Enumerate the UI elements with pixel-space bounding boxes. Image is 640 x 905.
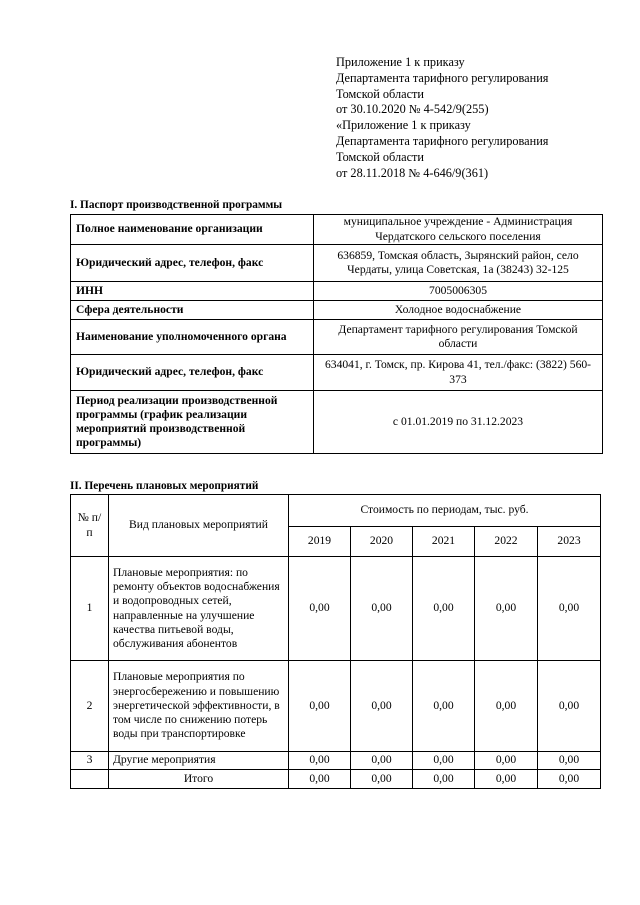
- passport-row: [71, 301, 603, 320]
- passport-label: Полное наименование организации: [71, 215, 314, 245]
- passport-row: [71, 320, 603, 355]
- row-value: 0,00: [475, 661, 538, 752]
- header-line: Томской области: [336, 149, 424, 164]
- row-value: 0,00: [413, 661, 475, 752]
- row-value: 0,00: [538, 557, 601, 661]
- total-value: 0,00: [413, 770, 475, 789]
- total-label: Итого: [109, 770, 289, 789]
- plan-row: [71, 557, 601, 661]
- col-header-cost: Стоимость по периодам, тыс. руб.: [289, 495, 601, 527]
- col-header-year: 2022: [475, 527, 538, 557]
- col-header-num: № п/п: [71, 495, 109, 557]
- total-value: 0,00: [475, 770, 538, 789]
- col-header-year: 2020: [351, 527, 413, 557]
- header-line: от 30.10.2020 № 4-542/9(255): [336, 102, 489, 117]
- row-value: 0,00: [413, 752, 475, 770]
- plan-table: [70, 494, 601, 789]
- row-name: Плановые мероприятия: по ремонту объектов водоснабжения и водопроводных сетей, направленные на улучшение качества питьевой воды, обслуживания абонентов: [109, 557, 289, 661]
- header-line: Томской области: [336, 86, 424, 101]
- row-num: 2: [71, 661, 109, 752]
- row-value: 0,00: [289, 752, 351, 770]
- passport-value: Департамент тарифного регулирования Томской области: [314, 320, 603, 355]
- row-name: Плановые мероприятия по энергосбережению и повышению энергетической эффективности, в том числе по снижению потерь воды при транспортировке: [109, 661, 289, 752]
- passport-value: 636859, Томская область, Зырянский район, село Чердаты, улица Советская, 1а (38243) 32-125: [314, 245, 603, 282]
- plan-header-row: [71, 495, 601, 527]
- total-value: 0,00: [289, 770, 351, 789]
- plan-total-row: [71, 770, 601, 789]
- total-value: 0,00: [538, 770, 601, 789]
- col-header-name: Вид плановых мероприятий: [109, 495, 289, 557]
- total-value: 0,00: [351, 770, 413, 789]
- passport-label: ИНН: [71, 282, 314, 301]
- header-line: Приложение 1 к приказу: [336, 55, 465, 69]
- col-header-year: 2019: [289, 527, 351, 557]
- passport-value: с 01.01.2019 по 31.12.2023: [314, 391, 603, 454]
- plan-row: [71, 752, 601, 770]
- header-line: от 28.11.2018 № 4-646/9(361): [336, 165, 489, 180]
- row-value: 0,00: [351, 661, 413, 752]
- row-value: 0,00: [351, 752, 413, 770]
- col-header-year: 2023: [538, 527, 601, 557]
- col-header-year: 2021: [413, 527, 475, 557]
- passport-section-title: I. Паспорт производственной программы: [70, 199, 283, 211]
- row-name: Другие мероприятия: [109, 752, 289, 770]
- row-value: 0,00: [475, 557, 538, 661]
- passport-label: Юридический адрес, телефон, факс: [71, 245, 314, 282]
- passport-row: [71, 215, 603, 245]
- passport-label: Наименование уполномоченного органа: [71, 320, 314, 355]
- row-value: 0,00: [538, 752, 601, 770]
- row-value: 0,00: [289, 557, 351, 661]
- passport-value: 7005006305: [314, 282, 603, 301]
- passport-value: Холодное водоснабжение: [314, 301, 603, 320]
- header-line: «Приложение 1 к приказу: [336, 118, 471, 133]
- order-header: [336, 55, 616, 181]
- header-line: Департамента тарифного регулирования: [336, 133, 549, 148]
- row-num: 3: [71, 752, 109, 770]
- row-value: 0,00: [289, 661, 351, 752]
- row-value: 0,00: [413, 557, 475, 661]
- passport-value: муниципальное учреждение - Администрация Чердатского сельского поселения: [314, 215, 603, 245]
- passport-label: Период реализации производственной программы (график реализации мероприятий производственной программы): [71, 391, 314, 454]
- row-num: 1: [71, 557, 109, 661]
- row-value: 0,00: [475, 752, 538, 770]
- row-value: 0,00: [538, 661, 601, 752]
- row-value: 0,00: [351, 557, 413, 661]
- plan-section-title: II. Перечень плановых мероприятий: [70, 480, 259, 492]
- passport-row: [71, 391, 603, 454]
- passport-label: Сфера деятельности: [71, 301, 314, 320]
- passport-label: Юридический адрес, телефон, факс: [71, 355, 314, 391]
- passport-value: 634041, г. Томск, пр. Кирова 41, тел./факс: (3822) 560-373: [314, 355, 603, 391]
- passport-table: [70, 214, 603, 454]
- passport-row: [71, 355, 603, 391]
- passport-row: [71, 282, 603, 301]
- plan-row: [71, 661, 601, 752]
- header-line: Департамента тарифного регулирования: [336, 70, 549, 85]
- passport-row: [71, 245, 603, 282]
- total-num-cell: [71, 770, 109, 789]
